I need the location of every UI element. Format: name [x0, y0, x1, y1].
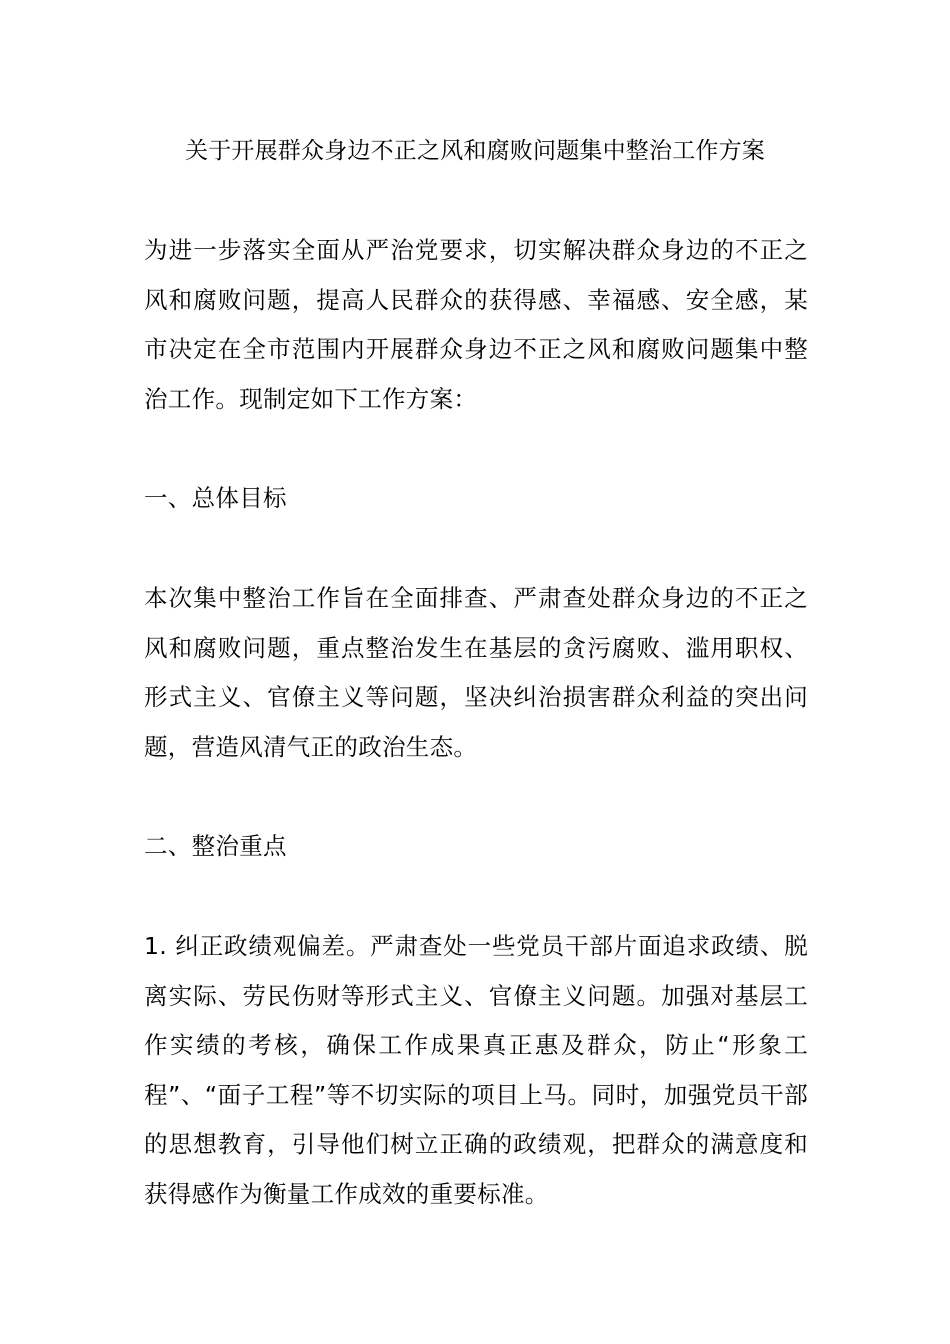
section-heading-key-points: 二、整治重点 [144, 832, 287, 860]
section-body-key-point-1: 1. 纠正政绩观偏差。严肃查处一些党员干部片面追求政绩、脱离实际、劳民伤财等形式主义、官僚主义问题。加强对基层工作实绩的考核，确保工作成果真正惠及群众，防止“形象工程”、“面子工程”等不切实际的项目上马。同时，加强党员干部的思想教育，引导他们树立正确的政绩观，把群众的满意度和获得感作为衡量工作成效的重要标准。 [144, 932, 808, 1208]
section-body-overall-goal: 本次集中整治工作旨在全面排查、严肃查处群众身边的不正之风和腐败问题，重点整治发生在基层的贪污腐败、滥用职权、形式主义、官僚主义等问题，坚决纠治损害群众利益的突出问题，营造风清气正的政治生态。 [144, 584, 808, 761]
intro-paragraph: 为进一步落实全面从严治党要求，切实解决群众身边的不正之风和腐败问题，提高人民群众的获得感、幸福感、安全感，某市决定在全市范围内开展群众身边不正之风和腐败问题集中整治工作。现制定如下工作方案： [144, 236, 808, 413]
section-heading-overall-goal: 一、总体目标 [144, 484, 287, 512]
document-title: 关于开展群众身边不正之风和腐败问题集中整治工作方案 [185, 138, 765, 164]
